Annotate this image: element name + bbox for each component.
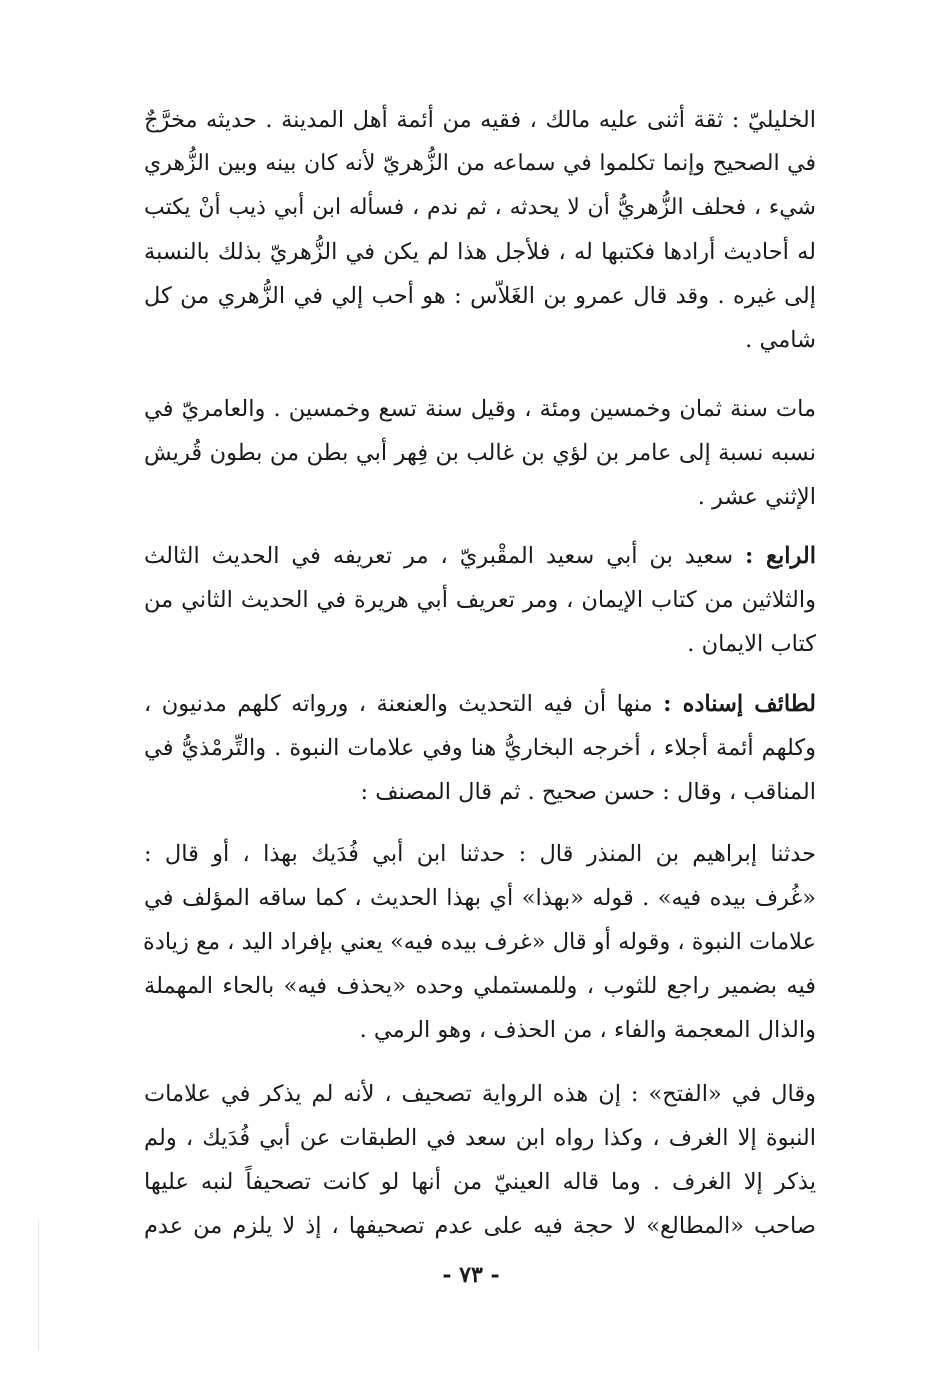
- text-line: «غُرف بيده فيه» . قوله «بهذا» أي بهذا الحديث ، كما ساقه المؤلف في: [144, 885, 816, 911]
- text-line: يذكر إلا الغرف . وما قاله العينيّ من أنها لو كانت تصحيفاً لنبه عليها: [144, 1169, 816, 1195]
- text-line: المناقب ، وقال : حسن صحيح . ثم قال المصنف :: [360, 779, 816, 805]
- text-line-content: سعيد بن أبي سعيد المقْبريّ ، مر تعريفه في الحديث الثالث: [144, 543, 734, 569]
- text-line: إلى غيره . وقد قال عمرو بن الغَلاّس : هو أحب إلي في الزُّهري من كل: [144, 283, 816, 309]
- text-line: وكلهم أئمة أجلاء ، أخرجه البخاريُّ هنا وفي علامات النبوة . والتِّرمْذيُّ في: [144, 735, 816, 761]
- text-line: له أحاديث أرادها فكتبها له ، فلأجل هذا لم يكن في الزُّهريّ بذلك بالنسبة: [144, 239, 816, 265]
- text-line: شامي .: [745, 327, 816, 353]
- text-line: شيء ، فحلف الزُّهريُّ أن لا يحدثه ، ثم ندم ، فسأله ابن أبي ذيب أنْ يكتب: [144, 195, 816, 220]
- text-line: حدثنا إبراهيم بن المنذر قال : حدثنا ابن أبي فُدَيك بهذا ، أو قال :: [144, 841, 816, 867]
- text-line: علامات النبوة ، وقوله أو قال «غرف بيده فيه» يعني بإفراد اليد ، مع زيادة: [143, 929, 816, 955]
- text-line: والذال المعجمة والفاء ، من الحذف ، وهو الرمي .: [359, 1017, 816, 1043]
- text-line-content: منها أن فيه التحديث والعنعنة ، ورواته كلهم مدنيون ،: [144, 691, 653, 717]
- paragraph-3: [144, 534, 816, 666]
- text-line: مات سنة ثمان وخمسين ومئة ، وقيل سنة تسع وخمسين . والعامريّ في: [144, 396, 816, 422]
- text-line: الإثني عشر .: [697, 484, 816, 510]
- paragraph-5: [144, 832, 816, 1052]
- text-line: وقال في «الفتح» : إن هذه الرواية تصحيف ، لأنه لم يذكر في علامات: [144, 1081, 816, 1107]
- text-line: فيه بضمير راجع للثوب ، وللمستملي وحده «يحذف فيه» بالحاء المهملة: [144, 973, 816, 999]
- text-line: [144, 682, 816, 726]
- text-line: كتاب الايمان .: [687, 631, 816, 657]
- paragraph-1: [144, 98, 816, 362]
- paragraph-2: [144, 387, 816, 519]
- text-line: نسبه نسبة إلى عامر بن لؤي بن غالب بن فِهر أبي بطن من بطون قُريش: [144, 440, 816, 466]
- text-line: صاحب «المطالع» لا حجة فيه على عدم تصحيفها ، إذ لا يلزم من عدم: [144, 1213, 817, 1239]
- scan-edge-line: [38, 1220, 39, 1350]
- page-number: - ٧٣ -: [442, 1262, 500, 1288]
- text-line: والثلاثين من كتاب الإيمان ، ومر تعريف أبي هريرة في الحديث الثاني من: [144, 587, 816, 613]
- paragraph-heading: الرابع :: [745, 543, 816, 569]
- text-line: النبوة إلا الغرف ، وكذا رواه ابن سعد في الطبقات عن أبي فُدَيك ، ولم: [144, 1125, 816, 1151]
- paragraph-heading: لطائف إسناده :: [663, 691, 817, 717]
- text-line: [144, 534, 816, 578]
- text-line: الخليليّ : ثقة أثنى عليه مالك ، فقيه من أئمة أهل المدينة . حديثه مخرَّجٌ: [144, 107, 816, 133]
- paragraph-4: [144, 682, 816, 814]
- paragraph-6: [144, 1072, 816, 1248]
- text-line: في الصحيح وإنما تكلموا في سماعه من الزُّهريّ لأنه كان بينه وبين الزُّهري: [144, 151, 816, 176]
